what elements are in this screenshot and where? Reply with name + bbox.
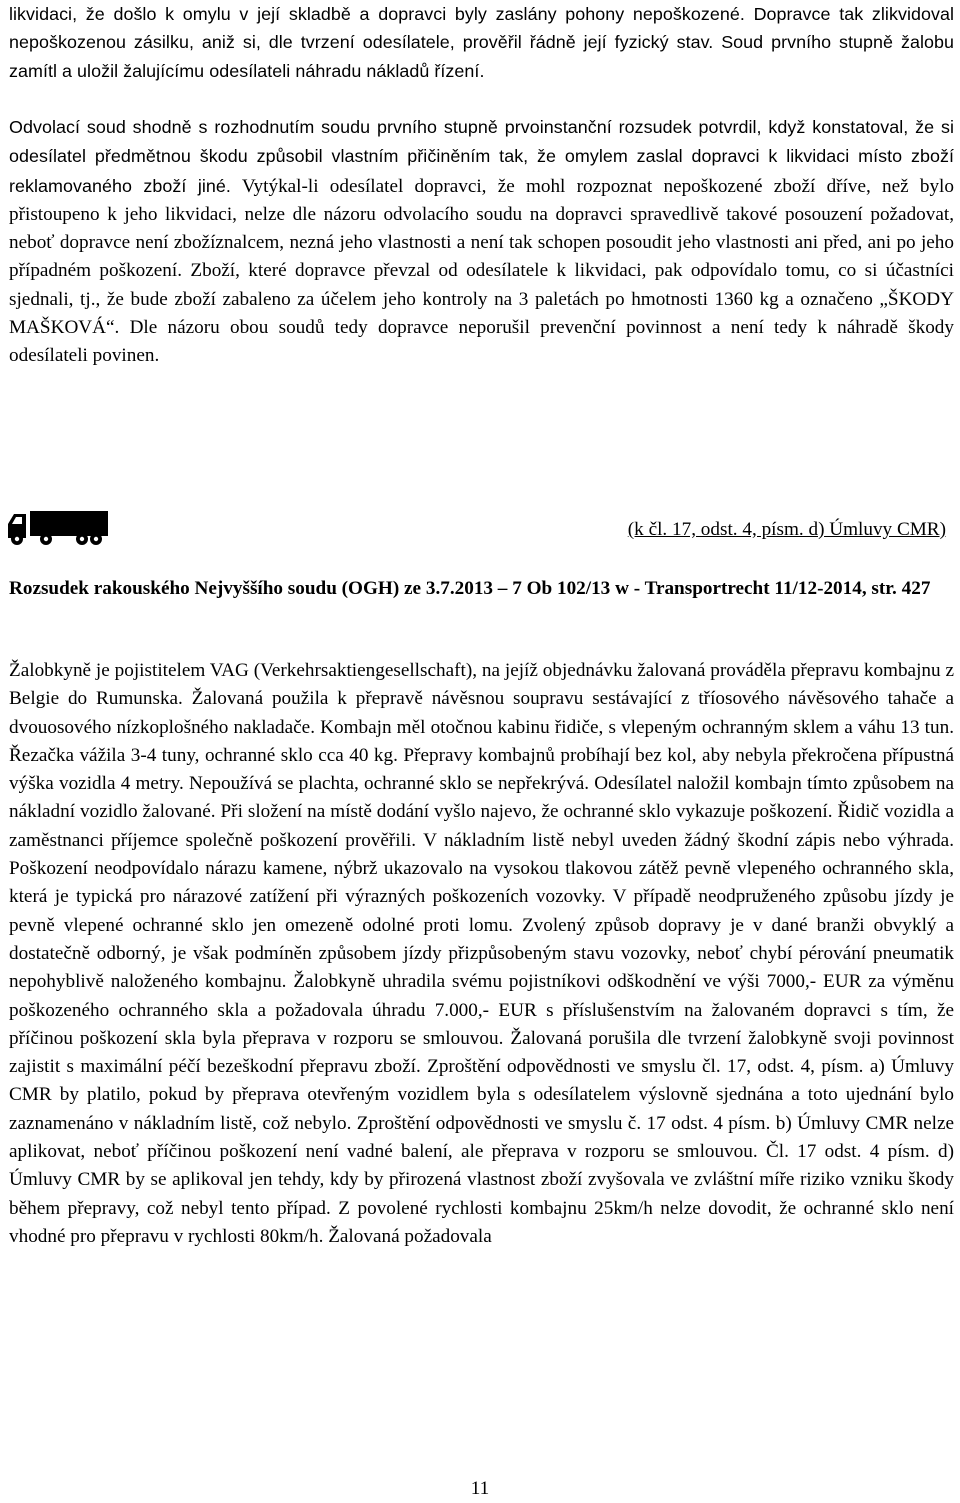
case-article-reference: (k čl. 17, odst. 4, písm. d) Úmluvy CMR): [627, 519, 946, 540]
page-number: 11: [470, 1478, 490, 1499]
paragraph-odvolaci-soud: [9, 113, 954, 371]
truck-icon: [6, 508, 110, 546]
paragraph-likvidace-continuation: likvidaci, že došlo k omylu v její skladbě a dopravci byly zaslány pohony nepoškozené. Dopravce tak zlikvidoval nepoškozenou zásilku, aniž si, dle tvrzení odesílatele, prověřil řádně její fyzický stav. Soud prvního stupně žalobu zamítl a uložil žalujícímu odesílateli náhradu nákladů řízení.: [9, 4, 954, 81]
case-title: Rozsudek rakouského Nejvyššího soudu (OGH) ze 3.7.2013 – 7 Ob 102/13 w - Transportrecht 11/12-2014, str. 427: [9, 578, 931, 599]
paragraph-odvolaci-soud-sans-part: Odvolací soud shodně s rozhodnutím soudu prvního stupně prvoinstanční rozsudek potvrdil, když konstatoval, že si odesílatel předmětnou škodu způsobil vlastním přičiněním tak, že omylem zaslal dopravci k likvidaci místo zboží reklamovaného zboží jiné.: [9, 117, 954, 196]
paragraph-zalobkyne: Žalobkyně je pojistitelem VAG (Verkehrsaktiengesellschaft), na jejíž objednávku žalovaná prováděla přepravu kombajnu z Belgie do Rumunska. Žalovaná použila k přepravě návěsnou soupravu sestávající z tříosového návěsového tahače a dvouosového nízkoplošného nakladače. Kombajn měl otočnou kabinu řidiče, s vlepeným ochranným sklem a váhu 13 tun. Řezačka vážila 3-4 tuny, ochranné sklo cca 40 kg. Přepravy kombajnů probíhají bez kol, aby nebyla překročena přípustná výška vozidla 4 metry. Nepoužívá se plachta, ochranné sklo se nepřekrývá. Odesílatel naložil kombajn tímto způsobem na nákladní vozidlo žalované. Při složení na místě dodání vyšlo najevo, že ochranné sklo vykazuje poškození. Řidič vozidla a zaměstnanci příjemce společně poškození prověřili. V nákladním listě nebyl uveden žádný škodní zápis nebo výhrada. Poškození neodpovídalo nárazu kamene, nýbrž ukazovalo na vysokou tlakovou zátěž pevně vlepeného ochranného skla, která je typická pro nárazové zatížení při výrazných poškozeních vozovky. V případě neodpruženého způsobu jízdy je pevně vlepené ochranné sklo jen omezeně odolné proti lomu. Zvolený způsob dopravy je v dané branži obvyklý a dostatečně odborný, je však podmíněn způsobem jízdy přizpůsobeným stavu vozovky, neboť chybí pérování pneumatik nepohyblivě naloženého kombajnu. Žalobkyně uhradila svému pojistníkovi odškodnění ve výši 7000,- EUR za výměnu poškozeného ochranného skla a požadovala úhradu 7.000,- EUR s příslušenstvím na žalovaném dopravci s tím, že příčinou poškození skla byla přeprava v rozporu se smlouvou. Žalovaná porušila dle tvrzení žalobkyně svoji povinnost zajistit s maximální péčí bezeškodní přepravu zboží. Zproštění odpovědnosti ve smyslu čl. 17, odst. 4, písm. a) Úmluvy CMR by platilo, pokud by přeprava otevřeným vozidlem byla s odesílatelem výslovně sjednána a toto ujednání bylo zaznamenáno v nákladním listě, což nebylo. Zproštění odpovědnosti ve smyslu č. 17 odst. 4 písm. b) Úmluvy CMR nelze aplikovat, neboť příčinou poškození není vadné balení, ale přeprava v rozporu se smlouvou. Čl. 17 odst. 4 písm. d) Úmluvy CMR by se aplikoval jen tehdy, kdy by přirozená vlastnost zboží zvyšovala ve zvláštní míře riziko vzniku škody během přepravy, což nebyl tento případ. Z povolené rychlosti kombajnu 25km/h nelze dovodit, že ochranné sklo není vhodné pro přepravu v rychlosti 80km/h. Žalovaná požadovala: [9, 660, 954, 1247]
paragraph-odvolaci-soud-serif-part: Vytýkal-li odesílatel dopravci, že mohl rozpoznat nepoškozené zboží dříve, než bylo přistoupeno k jeho likvidaci, nelze dle názoru odvolacího soudu na dopravci spravedlivě takové posouzení požadovat, neboť dopravce není zbožíznalcem, nezná jeho vlastnosti a není tak schopen posoudit jeho vlastnosti ani před, ani po jeho případném poškození. Zboží, které dopravce převzal od odesílatele k likvidaci, pak odpovídalo tomu, co si účastníci sjednali, tj., že bude zboží zabaleno za účelem jeho kontroly na 3 paletách po hmotnosti 1360 kg a označeno „ŠKODY MAŠKOVÁ“. Dle názoru obou soudů tedy dopravce neporušil prevenční povinnost a není tedy k náhradě škody odesílateli povinen.: [9, 175, 954, 367]
